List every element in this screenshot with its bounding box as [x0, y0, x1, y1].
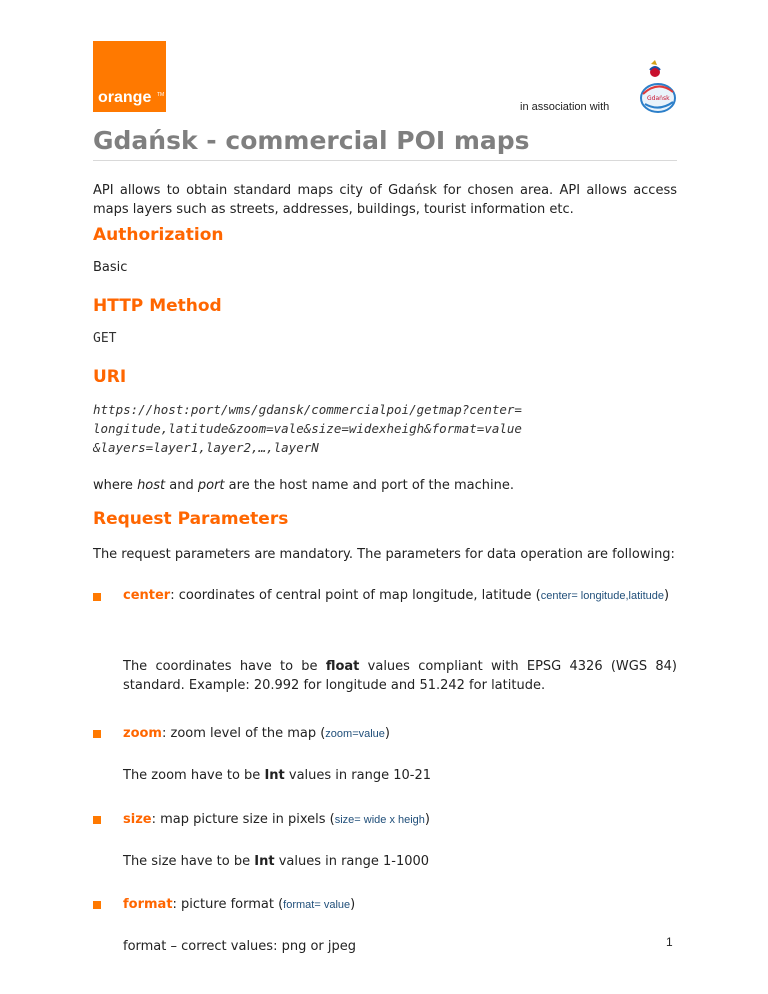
intro-paragraph: API allows to obtain standard maps city of Gdańsk for chosen area. API allows access maps layers such as streets, addresses, buildings, tourist information etc.	[93, 183, 677, 217]
param-center: center: coordinates of central point of map longitude, latitude (center= longitude,latitude)	[123, 588, 670, 603]
uri-note: where host and port are the host name and port of the machine.	[93, 478, 514, 493]
uri-line: &layers=layer1,layer2,…,layerN	[93, 440, 319, 455]
uri-line: longitude,latitude&zoom=vale&size=widexheigh&format=value	[93, 421, 522, 436]
param-zoom-note: The zoom have to be Int values in range 10-21	[123, 768, 431, 783]
uri-heading: URI	[93, 367, 127, 387]
logo-trademark: TM	[157, 92, 165, 98]
param-format: format: picture format (format= value)	[123, 897, 356, 912]
svg-text:Gdańsk: Gdańsk	[647, 95, 670, 102]
uri-template	[93, 400, 677, 457]
authorization-value: Basic	[93, 260, 128, 275]
bullet-icon	[93, 816, 101, 824]
bullet-icon	[93, 901, 101, 909]
request-parameters-heading: Request Parameters	[93, 509, 289, 529]
authorization-heading: Authorization	[93, 225, 224, 245]
param-zoom: zoom: zoom level of the map (zoom=value)	[123, 726, 390, 741]
param-center-note: The coordinates have to be float values compliant with EPSG 4326 (WGS 84) standard. Example: 20.992 for longitude and 51.242 for latitude.	[123, 659, 677, 693]
page-number: 1	[666, 935, 673, 949]
param-size: size: map picture size in pixels (size= wide x heigh)	[123, 812, 430, 827]
bullet-icon	[93, 730, 101, 738]
request-parameters-intro: The request parameters are mandatory. The parameters for data operation are following:	[93, 547, 675, 562]
uri-line: https://host:port/wms/gdansk/commercialpoi/getmap?center=	[93, 402, 522, 417]
partner-logo-icon	[633, 60, 677, 116]
logo-text: orange	[98, 89, 152, 106]
host-term: host	[137, 478, 166, 493]
page-title: Gdańsk - commercial POI maps	[93, 126, 677, 161]
association-text: in association with	[520, 101, 610, 113]
http-method-heading: HTTP Method	[93, 296, 222, 316]
port-term: port	[197, 478, 225, 493]
param-format-note: format – correct values: png or jpeg	[123, 939, 357, 954]
http-method-value: GET	[93, 331, 117, 346]
orange-logo	[93, 41, 166, 112]
param-size-note: The size have to be Int values in range 1-1000	[123, 854, 430, 869]
bullet-icon	[93, 593, 101, 601]
